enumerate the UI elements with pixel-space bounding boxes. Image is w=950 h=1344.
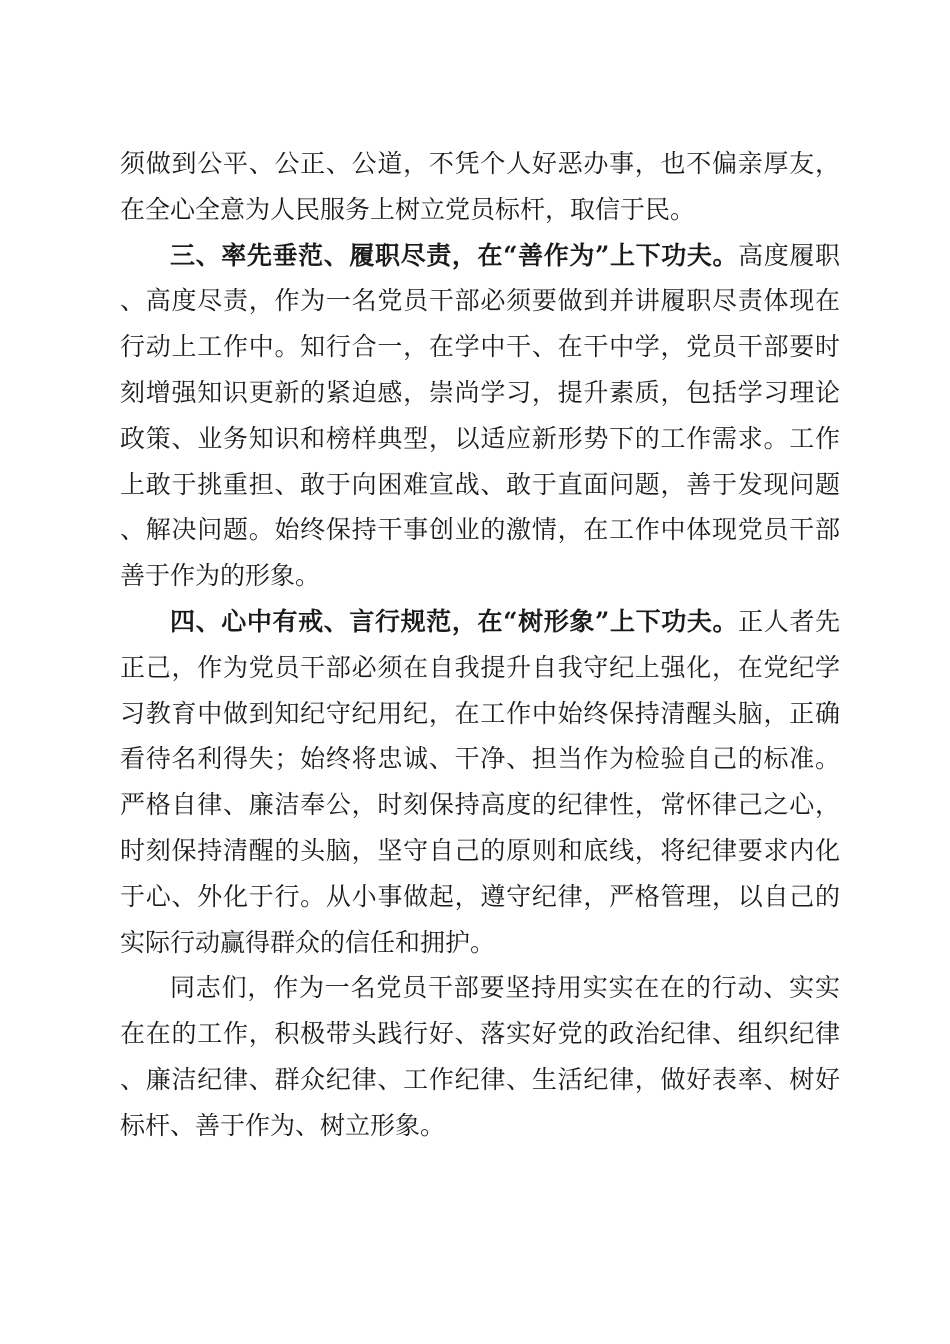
paragraph-section-four [120,599,840,965]
section-heading-three: 三、率先垂范、履职尽责，在“善作为”上下功夫。 [170,240,739,270]
paragraph-closing [120,965,840,1148]
paragraph-text: 高度履职、高度尽责，作为一名党员干部必须要做到并讲履职尽责体现在行动上工作中。知行合一，在学中干、在干中学，党员干部要时刻增强知识更新的紧迫感，崇尚学习，提升素质，包括学习理论政策、业务知识和榜样典型，以适应新形势下的工作需求。工作上敢于挑重担、敢于向困难宣战、敢于直面问题，善于发现问题、解决问题。始终保持干事创业的激情，在工作中体现党员干部善于作为的形象。 [120,240,840,591]
paragraph-section-three [120,233,840,599]
paragraph-text: 正人者先正己，作为党员干部必须在自我提升自我守纪上强化，在党纪学习教育中做到知纪守纪用纪，在工作中始终保持清醒头脑，正确看待名利得失；始终将忠诚、干净、担当作为检验自己的标准。严格自律、廉洁奉公，时刻保持高度的纪律性，常怀律己之心，时刻保持清醒的头脑，坚守自己的原则和底线，将纪律要求内化于心、外化于行。从小事做起，遵守纪律，严格管理，以自己的实际行动赢得群众的信任和拥护。 [120,606,840,957]
paragraph-text: 同志们，作为一名党员干部要坚持用实实在在的行动、实实在在的工作，积极带头践行好、落实好党的政治纪律、组织纪律、廉洁纪律、群众纪律、工作纪律、生活纪律，做好表率、树好标杆、善于作为、树立形象。 [120,973,840,1140]
section-heading-four: 四、心中有戒、言行规范，在“树形象”上下功夫。 [170,606,739,636]
paragraph-text: 须做到公平、公正、公道，不凭个人好恶办事，也不偏亲厚友，在全心全意为人民服务上树立党员标杆，取信于民。 [120,149,840,224]
document-body [120,141,840,1149]
paragraph-continuation [120,141,840,233]
